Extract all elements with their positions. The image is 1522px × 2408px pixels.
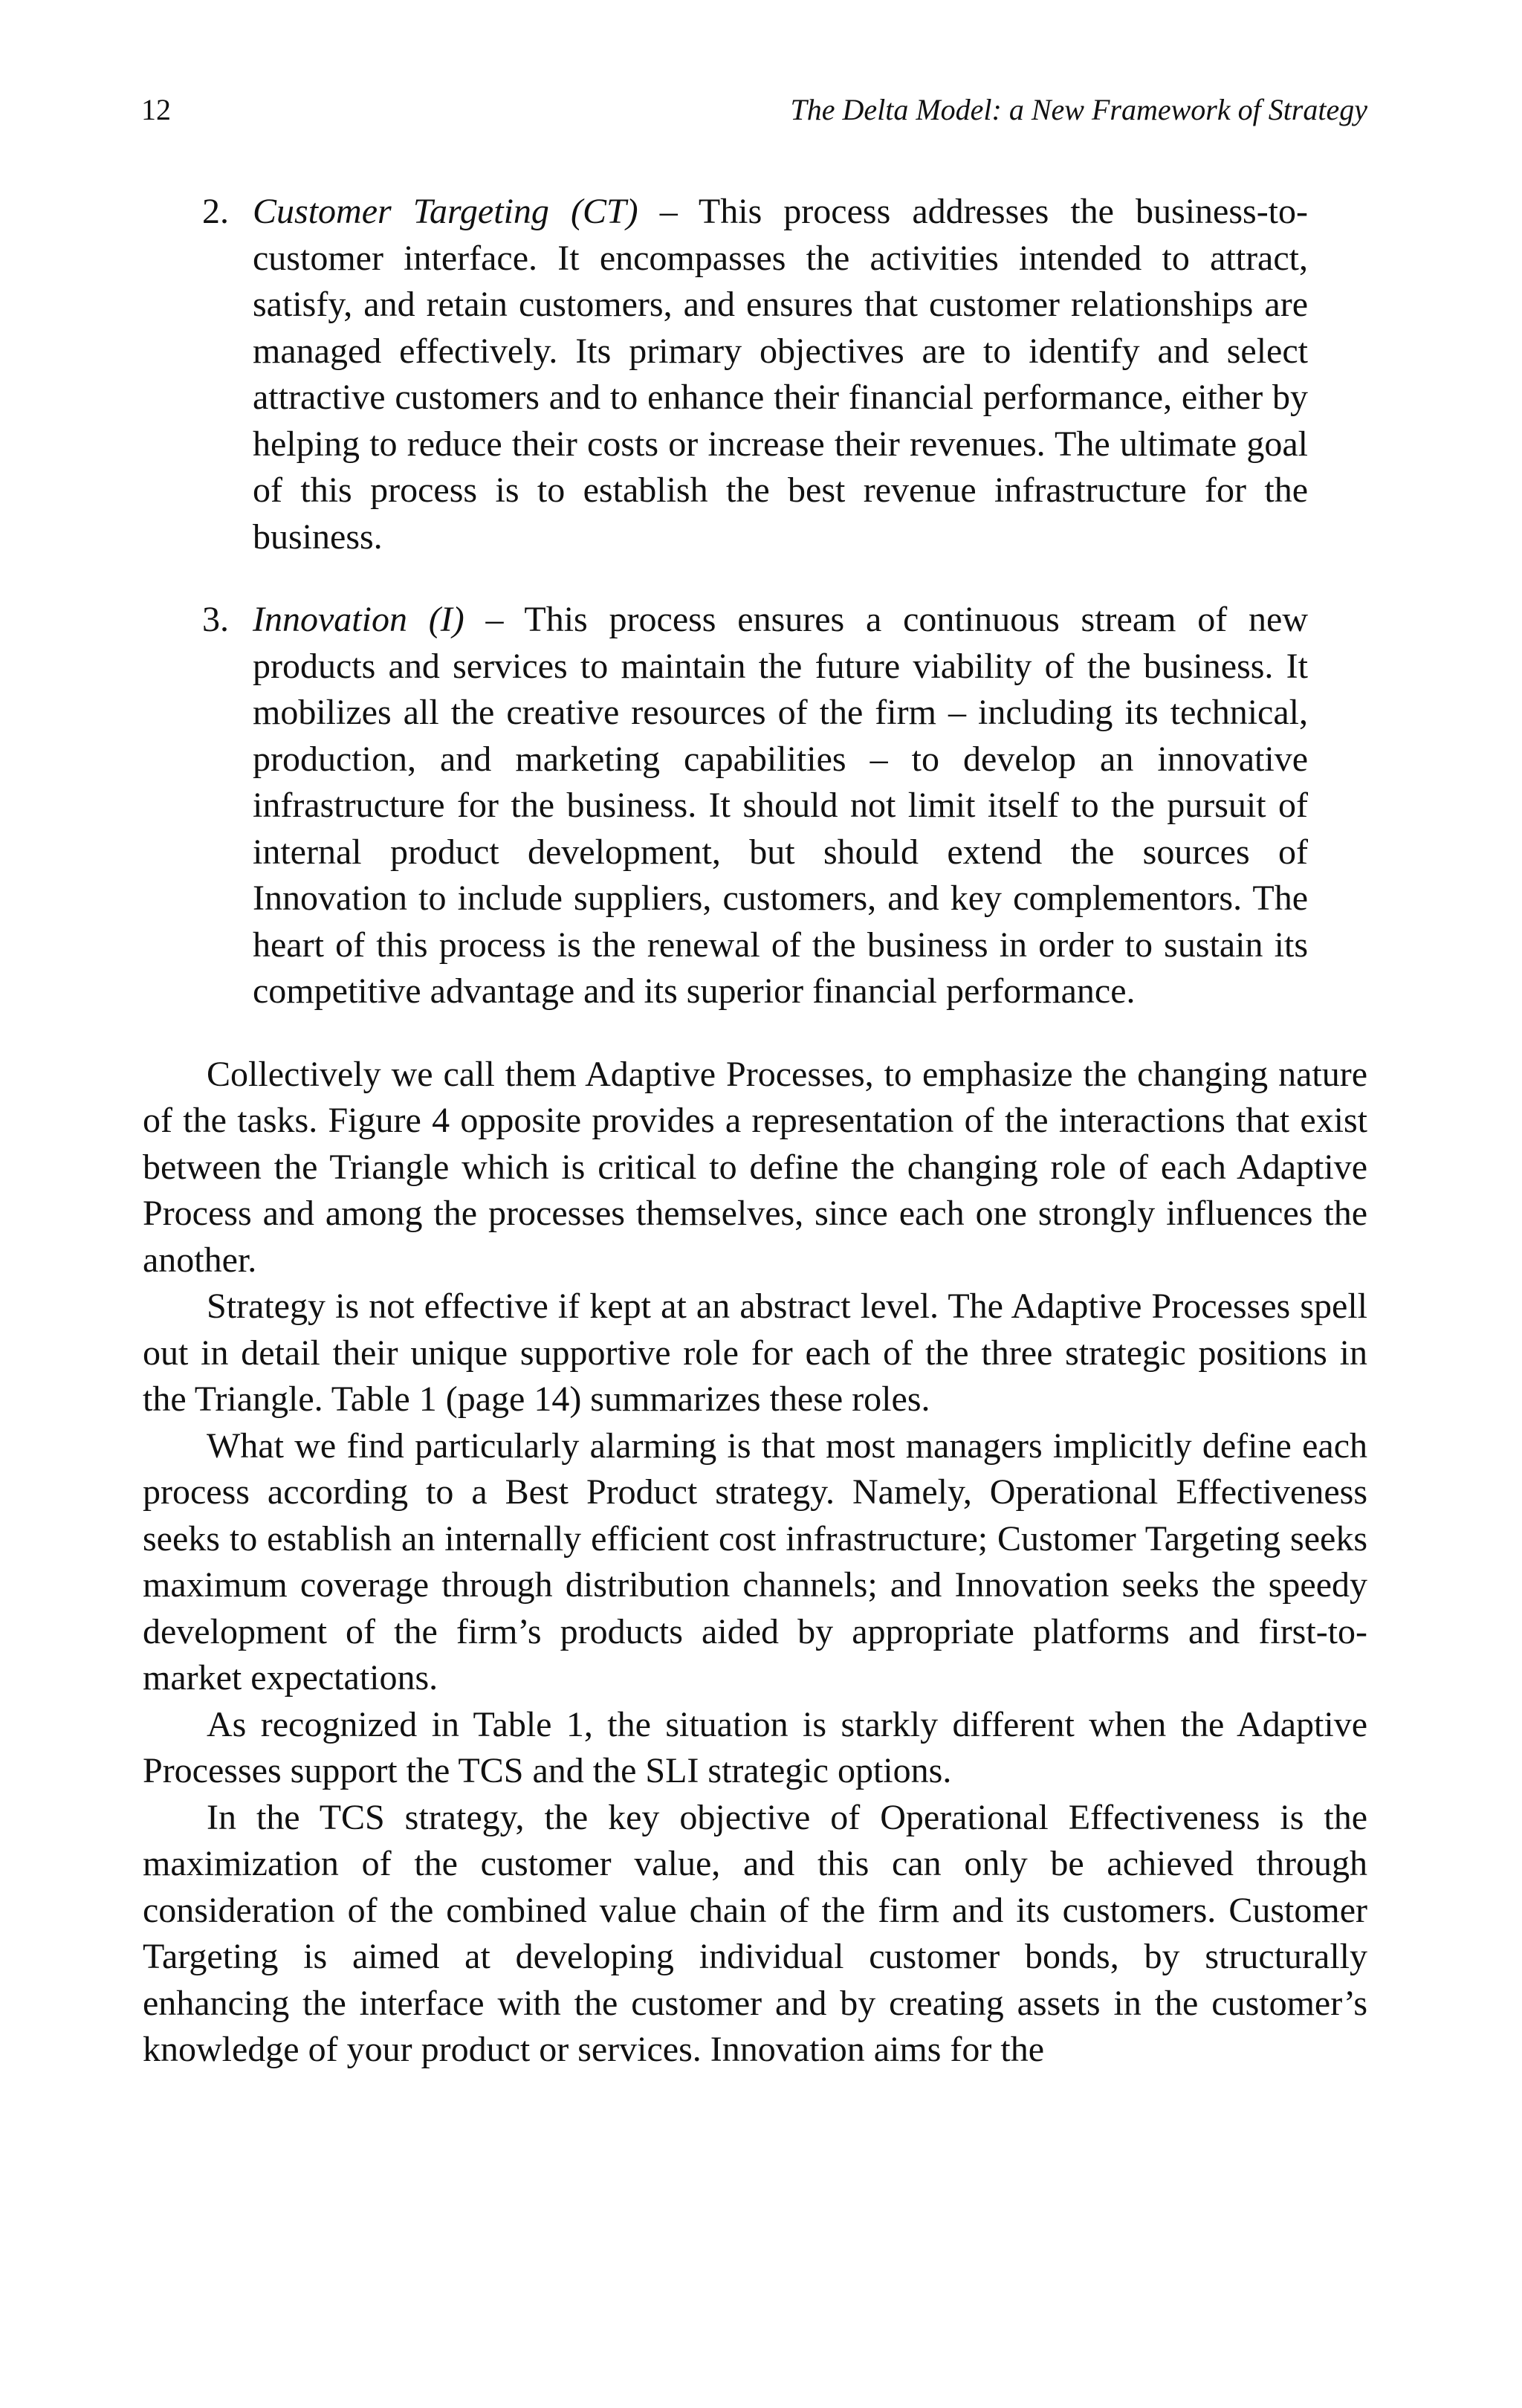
- list-description: – This process addresses the business-to-customer interface. It encompasses the activities intended to attract, satisfy, and retain customers, and ensures that customer relationships are managed effectively. Its primary objectives are to identify and select attractive customers and to enhance their financial performance, either by helping to reduce their costs or increase their revenues. The ultimate goal of this process is to establish the best revenue infrastructure for the business.: [253, 192, 1309, 557]
- list-term: Innovation (I): [253, 600, 464, 639]
- list-item-text: [253, 189, 1308, 560]
- list-item-text: [253, 597, 1308, 1015]
- list-item-innovation: [202, 597, 1308, 1015]
- list-description: – This process ensures a continuous stream of new products and services to maintain the future viability of the business. It mobilizes all the creative resources of the firm – including its technical, production, and marketing capabilities – to develop an innovative infrastructure for the business. It should not limit itself to the pursuit of internal product development, but should extend the sources of Innovation to include suppliers, customers, and key complementors. The heart of this process is the renewal of the business in order to sustain its competitive advantage and its superior financial performance.: [253, 600, 1308, 1011]
- list-number: 2.: [202, 192, 229, 231]
- paragraph: Collectively we call them Adaptive Processes, to emphasize the changing nature of the tasks. Figure 4 opposite provides a representation of the interactions that exist between the Triangle which is critical to define the changing role of each Adaptive Process and among the processes themselves, since each one strongly influences the another.: [143, 1054, 1367, 1280]
- running-title: The Delta Model: a New Framework of Strategy: [790, 93, 1367, 126]
- paragraph: Strategy is not effective if kept at an abstract level. The Adaptive Processes spell out in detail their unique supportive role for each of the three strategic positions in the Triangle. Table 1 (page 14) summarizes these roles.: [143, 1286, 1367, 1419]
- page-number: 12: [141, 93, 171, 126]
- list-item-customer-targeting: [202, 189, 1308, 560]
- list-number: 3.: [202, 600, 229, 639]
- body-text: [143, 189, 1367, 2074]
- paragraph: In the TCS strategy, the key objective of Operational Effectiveness is the maximization of the customer value, and this can only be achieved through consideration of the combined value chain of the firm and its customers. Customer Targeting is aimed at developing individual customer bonds, by structurally enhancing the interface with the customer and by creating assets in the customer’s knowledge of your product or services. Innovation aims for the: [143, 1797, 1367, 2069]
- list-term: Customer Targeting (CT): [253, 192, 638, 231]
- paragraph: As recognized in Table 1, the situation is starkly different when the Adaptive Processes support the TCS and the SLI strategic options.: [143, 1704, 1367, 1790]
- paragraph: What we find particularly alarming is that most managers implicitly define each process according to a Best Product strategy. Namely, Operational Effectiveness seeks to establish an internally efficient cost infrastructure; Customer Targeting seeks maximum coverage through distribution channels; and Innovation seeks the speedy development of the firm’s products aided by appropriate platforms and first-to-market expectations.: [143, 1425, 1367, 1697]
